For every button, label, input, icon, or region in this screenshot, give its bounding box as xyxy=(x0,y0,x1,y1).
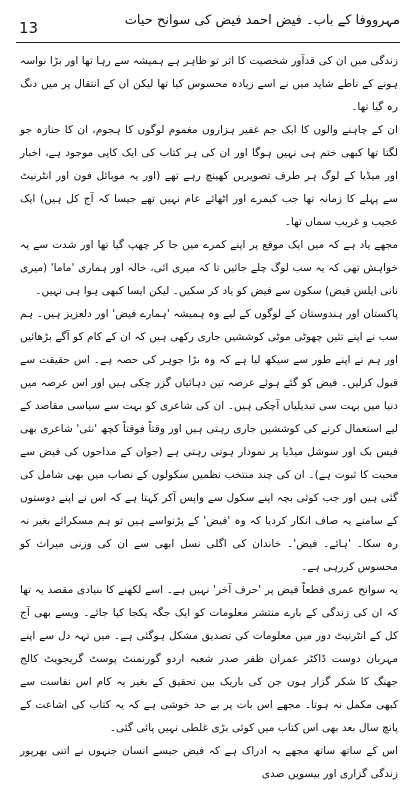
body-text xyxy=(20,50,398,786)
running-header: مہرووفا کے باب۔ فیض احمد فیض کی سوانح حیات xyxy=(124,13,400,28)
paragraph: اس کے ساتھ ساتھ مجھے یہ ادراک ہے کہ فیض جیسے انسان جنہوں نے اتنی بھرپور زندگی گزاری اور بیسویں صدی xyxy=(20,745,398,780)
paragraph: مجھے یاد ہے کہ میں ایک موقع پر اپنے کمرے میں جا کر چھپ گیا تھا اور شدت سے یہ خواہش تھی کہ یہ سب لوگ چلے جائیں تا کہ میری ائی، خالہ اور ہماری 'ماما' (میری نانی ایلس فیض) سکون سے فیض کو یاد کر سکیں۔ لیکن ایسا کبھی ہوا ہی نہیں۔ xyxy=(20,239,398,297)
paragraph: یہ سوانح عمری قطعاً فیض پر 'حرف آخر' نہیں ہے۔ اسے لکھنے کا بنیادی مقصد یہ تھا کہ ان کی زندگی کے بارے منتشر معلومات کو ایک جگہ یکجا کیا جائے۔ ویسے بھی آج کل کے انٹرنیٹ دور میں معلومات کی تصدیق مشکل ہوگئی ہے۔ میں تہہ دل سے اپنے مہربان دوست ڈاکٹر عمران ظفر صدر شعبہ اردو گورنمنٹ پوسٹ گریجویٹ کالج جھنگ کا شکر گزار ہوں جن کی باریک بین تحقیق کے بغیر یہ کام اس نفاست سے کبھی مکمل نہ ہوتا۔ مجھے اس بات پر بے حد خوشی ہے کہ یہ کتاب کی اشاعت کے پانچ سال بعد بھی اس کتاب میں کوئی بڑی غلطی نہیں پائی گئی۔ xyxy=(20,584,398,734)
paragraph: زندگی میں ان کی قدآور شخصیت کا اثر تو ظاہر ہے ہمیشہ سے رہا تھا اور بڑا نواسہ ہونے کے ناطے شاید میں نے اسے زیادہ محسوس کیا تھا لیکن ان کے انتقال پر میں دنگ رہ گیا تھا۔ xyxy=(20,55,398,113)
paragraph: پاکستان اور ہندوستان کے لوگوں کے لیے وہ ہمیشہ 'ہمارے فیض' اور دلعزیز ہیں۔ ہم سب نے اپنے تئیں چھوٹی موٹی کوششیں جاری رکھی ہیں کہ ان کے کام کو آگے بڑھائیں اور ہم نے اپنے طور سے سیکھ لیا ہے کہ وہ بڑا جوہر کی حصہ ہے۔ اس حقیقت سے قبول کرلیں۔ فیض کو گئے ہوئے عرصہ تین دہائیاں گزر چکی ہیں اور اس عرصہ میں دنیا میں بہت سی تبدیلیاں آچکی ہیں۔ ان کی شاعری کو بہت سے سیاسی مقاصد کے لیے استعمال کرنے کی کوششیں جاری رہتی ہیں اور وقتاً فوقتاً کچھ 'نئی' شاعری بھی فیس بک اور سوشل میڈیا پر نمودار ہوتی رہتی ہے (جوان کے مداحوں کی فیض سے محبت کا ثبوت ہے)۔ ان کی چند منتخب نظمیں سکولوں کے نصاب میں بھی شامل کی گئی ہیں اور جب کوئی بچہ اپنے سکول سے واپس آکر کہتا ہے کہ اس نے اپنے دوستوں کے سامنے یہ صاف انکار کردیا کہ وہ 'فیض' کے پڑنواسے ہیں تو ہم مسکرائے بغیر نہ رہ سکا۔ 'ہائے۔ فیض'۔ خاندان کی اگلی نسل ابھی سے ان کی وزنی میراث کو محسوس کررہی ہے۔ xyxy=(20,308,398,573)
paragraph: ان کے چاہنے والوں کا ایک جم غفیر ہزاروں مغموم لوگوں کا ہجوم، ان کا جنازہ جو لگتا تھا کبھی ختم ہی نہیں ہوگا اور ان کی ہر کتاب کی ایک کاپی موجود ہے، اخبار اور میڈیا کے لوگ ہر طرف تصویریں کھینچ رہے تھے (اور یہ موبائل فون اور انٹرنیٹ سے پہلے کا زمانہ تھا جب کیمرے اور اٹھائے عام نہیں تھے جیسا کہ آج کل ہیں) ایک عجیب و غریب سماں تھا۔ xyxy=(20,124,398,228)
page-number: 13 xyxy=(19,19,39,37)
header-rule xyxy=(16,42,400,43)
